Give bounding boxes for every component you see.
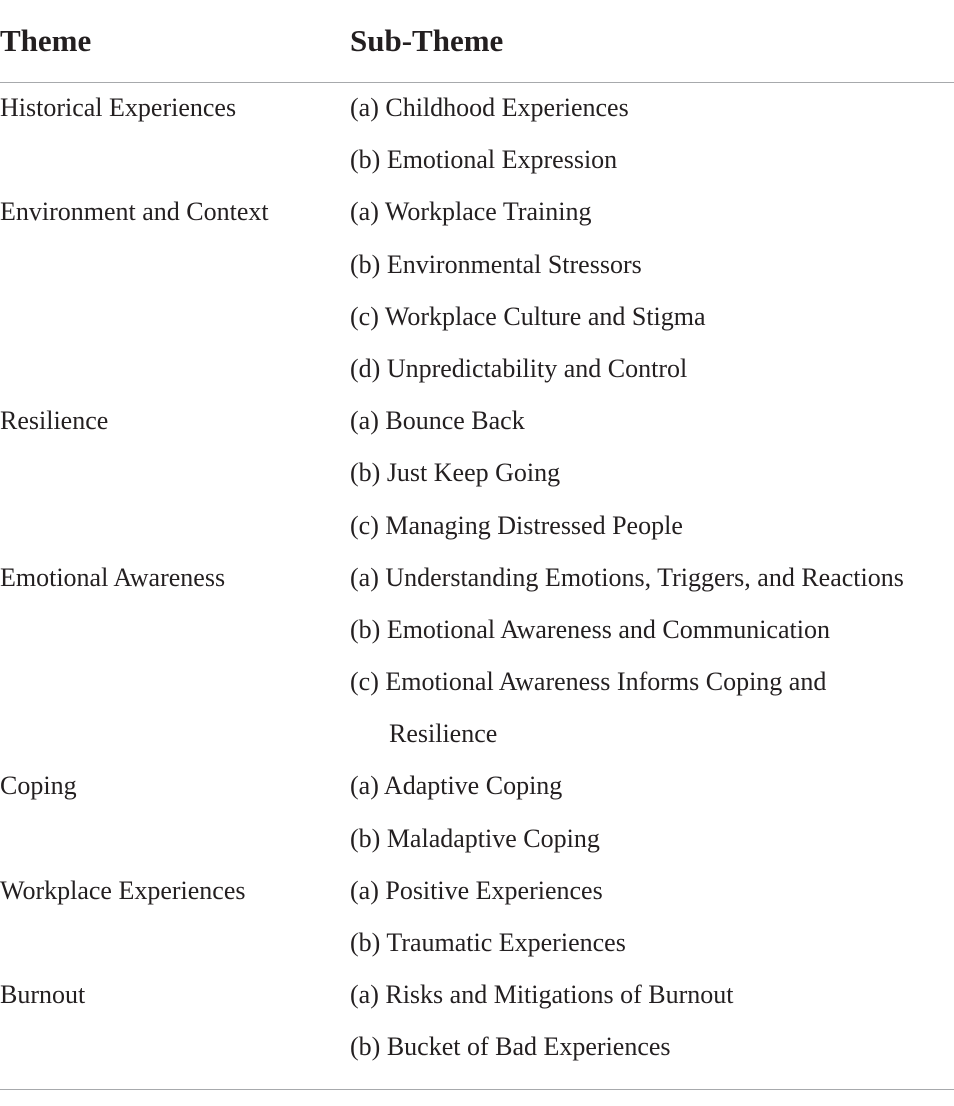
header-theme: Theme	[0, 23, 92, 58]
sub-theme-cell: (b) Environmental Stressors	[350, 249, 642, 279]
theme-cell: Burnout	[0, 980, 86, 1010]
sub-theme-cell: (a) Risks and Mitigations of Burnout	[350, 980, 734, 1010]
sub-theme-cell: (a) Understanding Emotions, Triggers, and Reactions	[350, 562, 904, 592]
table-header-row	[0, 0, 954, 83]
theme-cell: Emotional Awareness	[0, 562, 226, 592]
sub-theme-cell: (c) Workplace Culture and Stigma	[350, 301, 706, 331]
table-row	[0, 605, 954, 657]
sub-theme-cell: (b) Maladaptive Coping	[350, 823, 600, 853]
table-row	[0, 187, 954, 239]
table-row	[0, 1022, 954, 1074]
table-row	[0, 553, 954, 605]
sub-theme-cell: (a) Adaptive Coping	[350, 771, 563, 801]
table-row	[0, 83, 954, 135]
table-row	[0, 448, 954, 500]
table-row	[0, 292, 954, 344]
table-row	[0, 344, 954, 396]
table-row	[0, 709, 954, 761]
sub-theme-cell: (a) Childhood Experiences	[350, 93, 629, 122]
sub-theme-cell: (c) Emotional Awareness Informs Coping and	[350, 667, 827, 697]
table-row	[0, 501, 954, 553]
table-row	[0, 814, 954, 866]
table-row	[0, 135, 954, 187]
theme-cell: Resilience	[0, 406, 109, 436]
table-row	[0, 761, 954, 813]
table-row	[0, 866, 954, 918]
sub-theme-cell: (a) Workplace Training	[350, 197, 592, 227]
sub-theme-cell: (b) Emotional Expression	[350, 145, 618, 175]
table-bottom-rule	[0, 1089, 954, 1090]
theme-cell: Workplace Experiences	[0, 875, 246, 905]
theme-cell: Environment and Context	[0, 197, 269, 227]
theme-cell: Historical Experiences	[0, 93, 237, 122]
sub-theme-cell: (b) Emotional Awareness and Communication	[350, 614, 830, 644]
sub-theme-cell: (b) Just Keep Going	[350, 458, 561, 488]
sub-theme-cell: (a) Positive Experiences	[350, 875, 603, 905]
table-row	[0, 240, 954, 292]
sub-theme-cell: (b) Traumatic Experiences	[350, 928, 626, 957]
theme-cell: Coping	[0, 771, 77, 801]
sub-theme-cell: (b) Bucket of Bad Experiences	[350, 1032, 671, 1062]
table-row	[0, 396, 954, 448]
table-row	[0, 918, 954, 970]
sub-theme-cell: (c) Managing Distressed People	[350, 510, 683, 540]
table-row	[0, 970, 954, 1022]
sub-theme-cell: Resilience	[389, 719, 498, 749]
sub-theme-cell: (d) Unpredictability and Control	[350, 353, 688, 383]
table-row	[0, 657, 954, 709]
sub-theme-cell: (a) Bounce Back	[350, 406, 525, 436]
header-sub-theme: Sub-Theme	[350, 23, 504, 58]
table-body	[0, 83, 954, 1075]
